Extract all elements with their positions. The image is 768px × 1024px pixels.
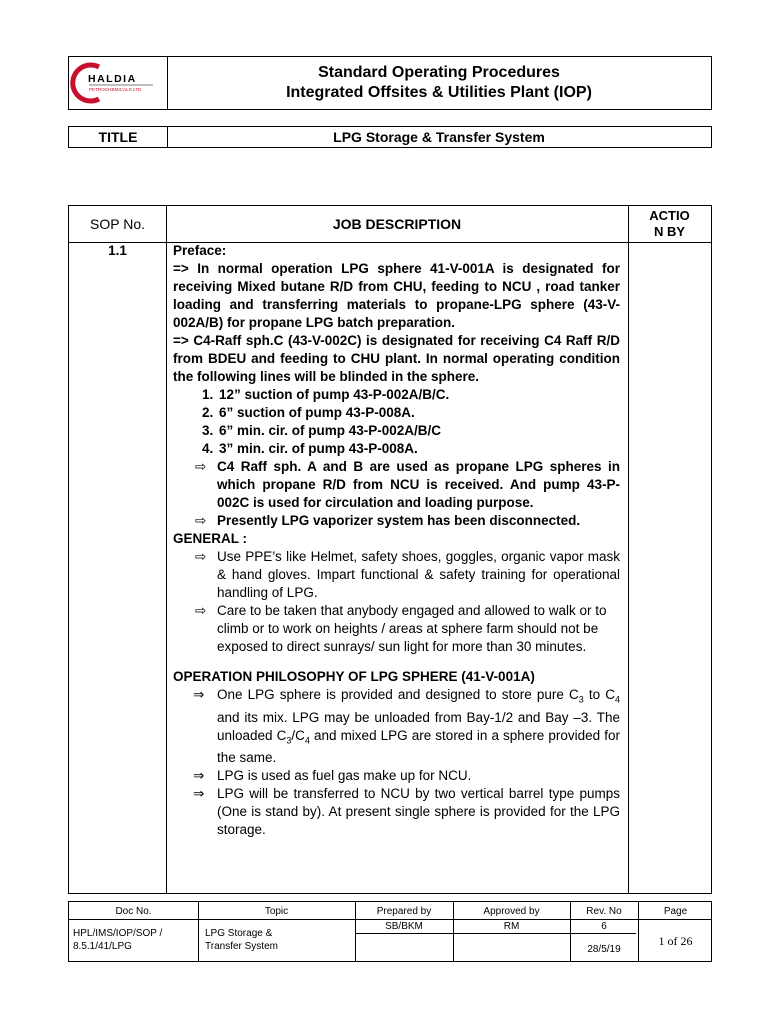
bullet-text: Use PPE’s like Helmet, safety shoes, goggles, organic vapor mask & hand gloves. Impart functional & safety training for operational handling of LPG. <box>217 549 620 600</box>
arrow-right-icon: ⇨ <box>195 513 207 528</box>
list-item <box>173 686 620 767</box>
column-header-action-by <box>628 206 711 242</box>
column-divider <box>628 206 629 893</box>
arrow-right-icon: ⇨ <box>195 459 207 474</box>
prepared-by: SB/BKM <box>385 921 423 932</box>
header-titles <box>167 63 711 103</box>
list-item: 1. 12” suction of pump 43-P-002A/B/C. <box>217 386 620 404</box>
list-item: 3. 6” min. cir. of pump 43-P-002A/B/C <box>217 422 620 440</box>
action-by-line1: ACTIO <box>649 208 690 223</box>
footer-topic: LPG Storage & Transfer System <box>205 928 278 952</box>
preface-heading: Preface: <box>173 243 227 258</box>
footer-header-topic: Topic <box>264 906 289 917</box>
footer-header-rev-no: Rev. No <box>586 906 622 917</box>
list-item <box>173 767 620 785</box>
haldia-logo <box>69 57 167 109</box>
page-number: 1 of 26 <box>658 934 693 948</box>
list-item <box>173 548 620 602</box>
header-title-line1: Standard Operating Procedures <box>318 64 560 81</box>
bullet-text: Care to be taken that anybody engaged and allowed to walk or to climb or to work on heights / areas at sphere farm should not be exposed to direct sunrays/ sun light for more than 30 minutes. <box>217 603 607 654</box>
action-by-line2: N BY <box>653 224 686 239</box>
footer-header-prepared-by: Prepared by <box>376 906 432 917</box>
document-footer <box>68 901 712 962</box>
company-logo-cell <box>69 57 168 109</box>
blinded-lines-list <box>173 386 620 458</box>
approved-by: RM <box>503 921 520 932</box>
list-item <box>173 512 620 530</box>
bullet-text: Presently LPG vaporizer system has been disconnected. <box>217 513 581 528</box>
header-title-line2: Integrated Offsites & Utilities Plant (IOP) <box>286 84 592 101</box>
column-header-sop-no: SOP No. <box>90 216 145 232</box>
preface-paragraph-1: => In normal operation LPG sphere 41-V-001A is designated for receiving Mixed butane R/D from CHU, feeding to NCU , road tanker loading and transferring materials to propane-LPG sphere (43-V-002A/B) for propane LPG batch preparation. <box>173 261 620 330</box>
double-arrow-icon: ⇒ <box>193 687 205 702</box>
double-arrow-icon: ⇒ <box>193 786 205 802</box>
column-divider <box>166 206 167 893</box>
document-header <box>68 56 712 110</box>
bullet-text: LPG will be transferred to NCU by two vertical barrel type pumps (One is stand by). At present single sphere is provided for the LPG storage. <box>217 786 620 838</box>
sop-number: 1.1 <box>108 243 127 258</box>
bullet-text: One LPG sphere is provided and designed to store pure $C_3$ to $C_4$ and its mix. LPG may be unloaded from Bay-1/2 and Bay –3. The unloaded $C_3/C_4$ and mixed LPG are stored in a sphere provided for the same. <box>217 687 620 766</box>
title-value: LPG Storage & Transfer System <box>333 129 545 145</box>
sop-table <box>68 205 712 894</box>
list-item <box>173 785 620 839</box>
doc-number: HPL/IMS/IOP/SOP / 8.5.1/41/LPG <box>73 928 163 952</box>
footer-sub-divider <box>355 933 636 934</box>
logo-subtext: PETROCHEMICALS LTD <box>89 87 142 92</box>
column-header-job-description: JOB DESCRIPTION <box>332 216 462 232</box>
preface-paragraph-2: => C4-Raff sph.C (43-V-002C) is designated for receiving C4 Raff R/D from BDEU and feeding to CHU plant. In normal operating condition the following lines will be blinded in the sphere. <box>173 333 620 384</box>
list-item: 2. 6” suction of pump 43-P-008A. <box>217 404 620 422</box>
footer-header-approved-by: Approved by <box>483 906 540 917</box>
list-item <box>173 602 620 656</box>
list-item <box>173 458 620 512</box>
footer-header-doc-no: Doc No. <box>115 906 152 917</box>
double-arrow-icon: ⇒ <box>193 768 205 784</box>
title-label: TITLE <box>69 127 168 147</box>
bullet-text: LPG is used as fuel gas make up for NCU. <box>217 768 472 784</box>
title-row <box>68 126 712 148</box>
general-heading: GENERAL : <box>173 531 248 546</box>
job-description <box>173 242 620 839</box>
list-item: 4. 3” min. cir. of pump 43-P-008A. <box>217 440 620 458</box>
bullet-text: C4 Raff sph. A and B are used as propane LPG spheres in which propane R/D from NCU is received. And pump 43-P-002C is used for circulation and loading purpose. <box>217 459 620 510</box>
arrow-right-icon: ⇨ <box>195 603 207 618</box>
rev-no: 6 <box>601 921 607 932</box>
rev-date: 28/5/19 <box>587 944 621 955</box>
arrow-right-icon: ⇨ <box>195 549 207 564</box>
operation-philosophy-heading: OPERATION PHILOSOPHY OF LPG SPHERE (41-V-001A) <box>173 669 535 684</box>
footer-header-page: Page <box>663 906 688 917</box>
logo-text: HALDIA <box>88 73 137 85</box>
